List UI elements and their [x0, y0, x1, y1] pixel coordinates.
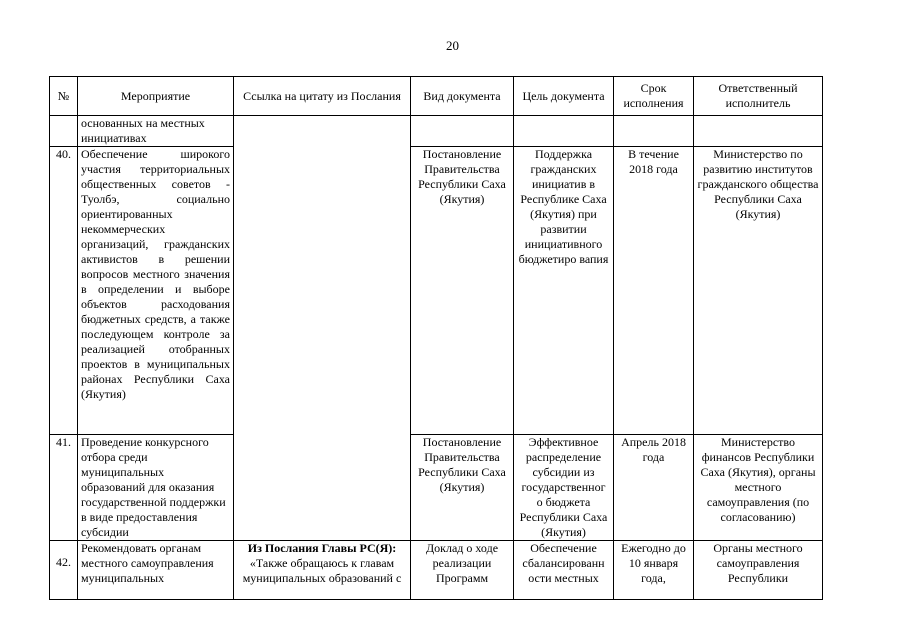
row-executor: Министерство по развитию институтов гражданского общества Республики Саха (Якутия) — [694, 147, 823, 435]
header-deadline: Срок исполнения — [614, 77, 694, 116]
table-row — [50, 147, 823, 435]
row-citation-empty — [234, 116, 411, 541]
row-number: 41. — [50, 435, 78, 541]
table-row — [50, 435, 823, 541]
row-document-type: Постановление Правительства Республики Саха (Якутия) — [411, 147, 514, 435]
row-deadline: Ежегодно до 10 января года, — [614, 541, 694, 600]
row-event: Обеспечение широкого участия территориальных общественных советов - Туолбэ, социально ориентированных некоммерческих организаций, гражданских активистов в решении вопросов местного значения в определении и выборе объектов расходования бюджетных средств, а также последующем контроле за реализацией отобранных проектов в муниципальных районах Республики Саха (Якутия) — [78, 147, 234, 435]
row-document-purpose: Обеспечение сбалансированн ости местных — [514, 541, 614, 600]
header-document-type: Вид документа — [411, 77, 514, 116]
action-plan-table — [49, 76, 823, 600]
header-executor: Ответственный исполнитель — [694, 77, 823, 116]
row-document-type: Постановление Правительства Республики Саха (Якутия) — [411, 435, 514, 541]
row-executor — [694, 116, 823, 147]
page-number: 20 — [446, 38, 459, 53]
row-document-purpose: Эффективное распределение субсидии из государственног о бюджета Республики Саха (Якутия) — [514, 435, 614, 541]
header-document-purpose: Цель документа — [514, 77, 614, 116]
row-number — [50, 116, 78, 147]
table-row — [50, 116, 823, 147]
row-number: 42. — [50, 541, 78, 600]
citation-text: «Также обращаюсь к главам муниципальных образований с — [242, 556, 402, 585]
header-number: № — [50, 77, 78, 116]
row-document-type — [411, 116, 514, 147]
row-deadline: Апрель 2018 года — [614, 435, 694, 541]
header-citation: Ссылка на цитату из Послания — [234, 77, 411, 116]
row-citation — [234, 541, 411, 600]
row-executor: Органы местного самоуправления Республики — [694, 541, 823, 600]
row-deadline: В течение 2018 года — [614, 147, 694, 435]
row-event: Рекомендовать органам местного самоуправления муниципальных — [78, 541, 234, 600]
table-header-row — [50, 77, 823, 116]
row-executor: Министерство финансов Республики Саха (Якутия), органы местного самоуправления (по согласованию) — [694, 435, 823, 541]
citation-title: Из Послания Главы РС(Я): — [247, 541, 397, 555]
row-document-type: Доклад о ходе реализации Программ — [411, 541, 514, 600]
table-row — [50, 541, 823, 600]
row-deadline — [614, 116, 694, 147]
row-number: 40. — [50, 147, 78, 435]
row-event: основанных на местных инициативах — [78, 116, 234, 147]
header-event: Мероприятие — [78, 77, 234, 116]
row-document-purpose: Поддержка гражданских инициатив в Республике Саха (Якутия) при развитии инициативного бюджетиро вапия — [514, 147, 614, 435]
row-event: Проведение конкурсного отбора среди муниципальных образований для оказания государственной поддержки в виде предоставления субсидии — [78, 435, 234, 541]
row-document-purpose — [514, 116, 614, 147]
